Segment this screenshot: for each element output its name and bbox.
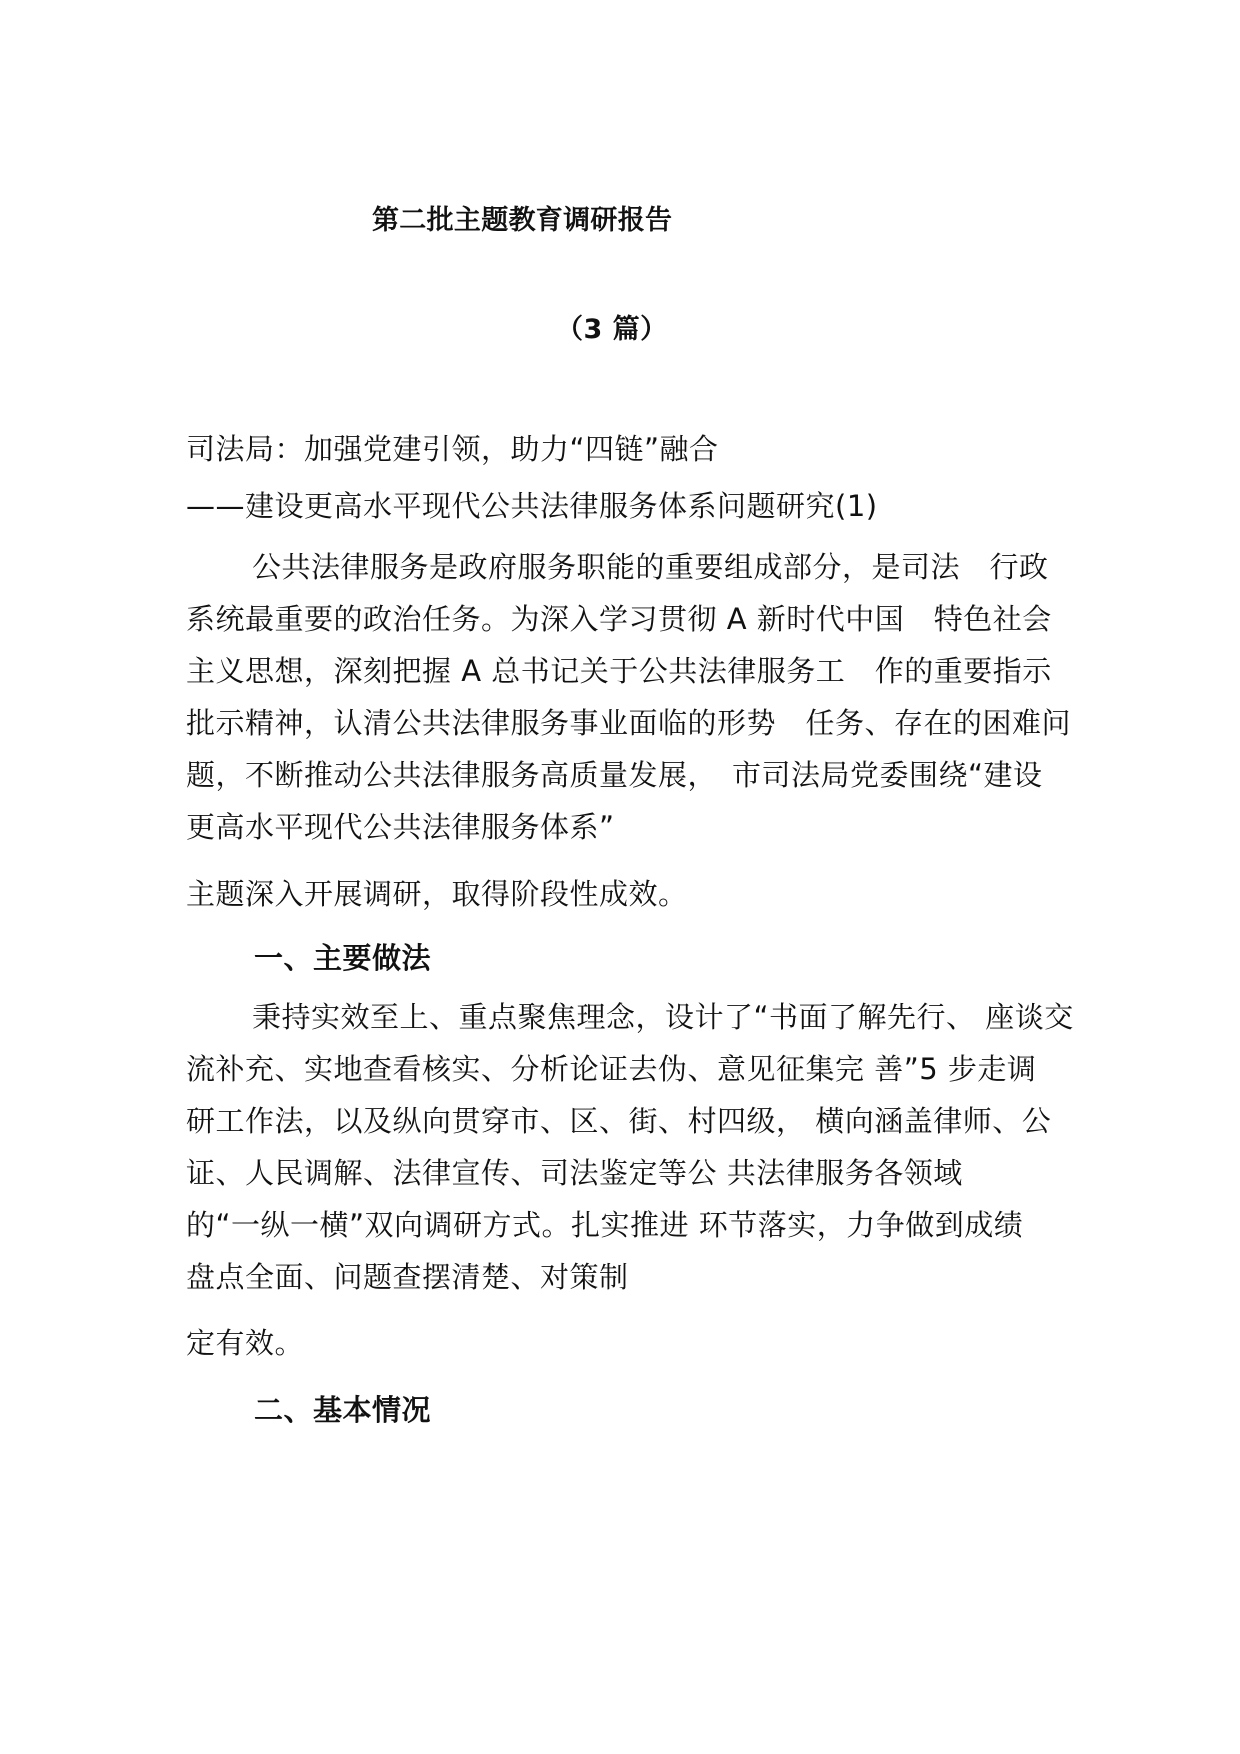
paragraph-2-line: 证、人民调解、法律宣传、司法鉴定等公 共法律服务各领域 [186, 1156, 963, 1190]
paragraph-1-line: 主题深入开展调研，取得阶段性成效。 [186, 877, 688, 911]
paragraph-1-line: 批示精神，认清公共法律服务事业面临的形势 任务、存在的困难问 [186, 706, 1072, 740]
paragraph-1-line: 题，不断推动公共法律服务高质量发展， 市司法局党委围绕“建设 [186, 758, 1043, 792]
article-subtitle: ——建设更高水平现代公共法律服务体系问题研究(1) [186, 489, 878, 523]
paragraph-2-line: 研工作法，以及纵向贯穿市、区、街、村四级， 横向涵盖律师、公 [186, 1104, 1052, 1138]
document-subtitle: （3 篇） [556, 314, 668, 345]
paragraph-2-line: 的“一纵一横”双向调研方式。扎实推进 环节落实，力争做到成绩 [186, 1208, 1024, 1242]
paragraph-1-line: 公共法律服务是政府服务职能的重要组成部分，是司法 行政 [252, 550, 1049, 584]
article-title: 司法局：加强党建引领，助力“四链”融合 [186, 432, 719, 466]
paragraph-2-line: 盘点全面、问题查摆清楚、对策制 [186, 1260, 629, 1294]
paragraph-1-line: 主义思想，深刻把握 A 总书记关于公共法律服务工 作的重要指示 [186, 654, 1052, 688]
paragraph-2-line: 流补充、实地查看核实、分析论证去伪、意见征集完 善”5 步走调 [186, 1052, 1037, 1086]
section-2-heading: 二、基本情况 [254, 1393, 432, 1427]
paragraph-2-line: 定有效。 [186, 1326, 305, 1360]
paragraph-2-line: 秉持实效至上、重点聚焦理念，设计了“书面了解先行、 座谈交 [252, 1000, 1074, 1034]
section-1-heading: 一、主要做法 [254, 941, 432, 975]
document-title: 第二批主题教育调研报告 [372, 205, 673, 236]
paragraph-1-line: 更高水平现代公共法律服务体系” [186, 810, 615, 844]
paragraph-1-line: 系统最重要的政治任务。为深入学习贯彻 A 新时代中国 特色社会 [186, 602, 1052, 636]
